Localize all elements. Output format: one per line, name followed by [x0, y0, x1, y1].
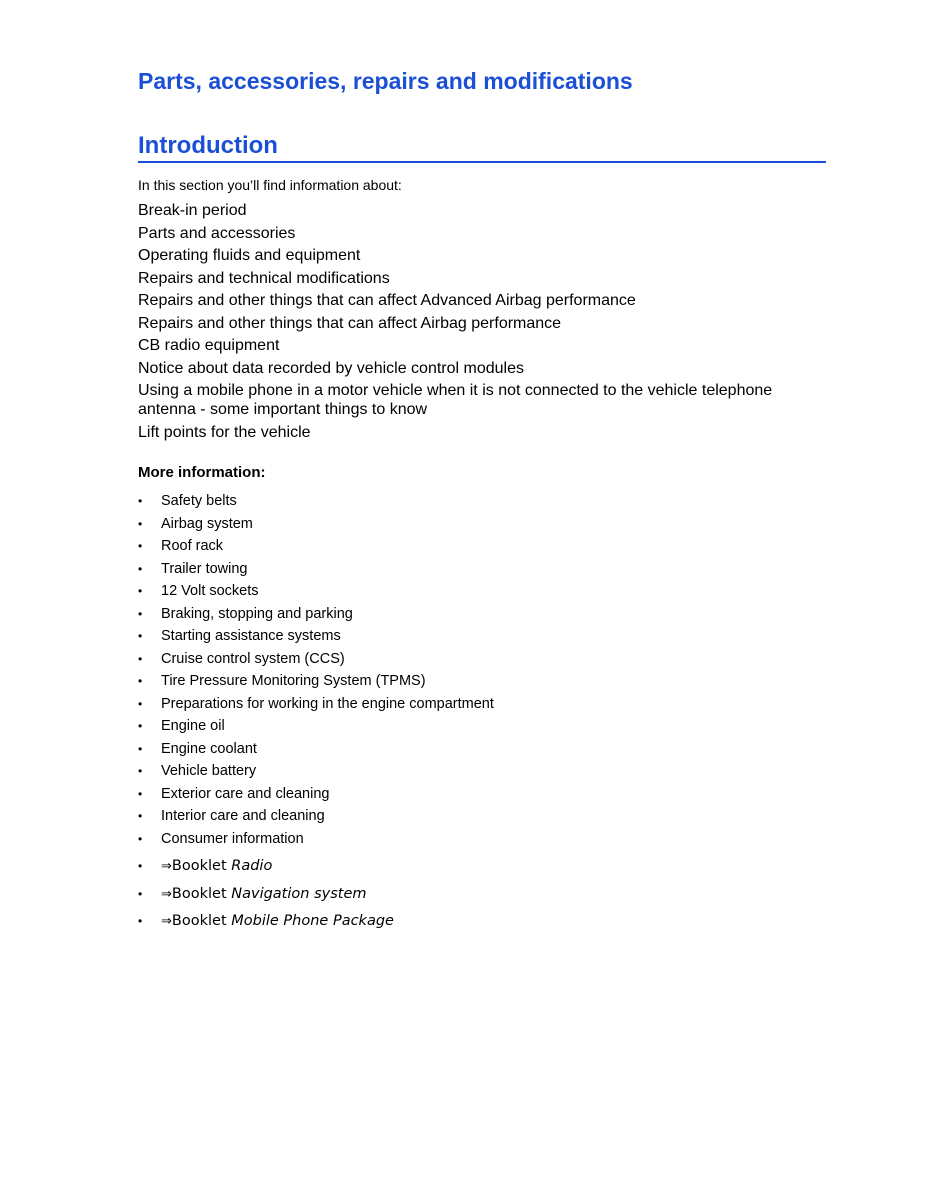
arrow-right-icon: ⇒: [161, 886, 172, 902]
list-item-label: Tire Pressure Monitoring System (TPMS): [161, 673, 426, 689]
list-item[interactable]: [138, 649, 826, 672]
booklet-prefix: Booklet: [171, 913, 227, 929]
topic-item[interactable]: Parts and accessories: [138, 224, 296, 242]
more-info-heading: More information:: [138, 464, 266, 481]
list-item[interactable]: [138, 739, 826, 762]
topic-list: [138, 201, 826, 445]
topic-item[interactable]: Operating fluids and equipment: [138, 247, 361, 264]
intro-text: In this section you’ll find information about:: [138, 177, 402, 193]
booklet-prefix: Booklet: [171, 885, 227, 902]
topic-item[interactable]: Lift points for the vehicle: [138, 423, 311, 441]
bullet-icon: •: [138, 886, 143, 901]
booklet-reference[interactable]: [138, 883, 826, 911]
list-item-label: Exterior care and cleaning: [161, 785, 330, 802]
booklet-list: [138, 855, 826, 938]
bullet-icon: •: [138, 809, 143, 823]
list-item-label: Interior care and cleaning: [161, 808, 325, 824]
list-item-label: Roof rack: [161, 538, 224, 554]
list-item[interactable]: [138, 604, 826, 627]
bullet-icon: •: [138, 831, 143, 846]
list-item-label: Preparations for working in the engine compartment: [161, 695, 494, 712]
list-item-label: Airbag system: [161, 515, 253, 532]
booklet-title: Navigation system: [231, 885, 367, 902]
bullet-icon: •: [138, 606, 143, 621]
bullet-icon: •: [138, 696, 143, 711]
list-item-label: Starting assistance systems: [161, 628, 341, 644]
arrow-right-icon: ⇒: [161, 914, 172, 929]
list-item-label: Safety belts: [161, 493, 237, 509]
bullet-icon: •: [138, 584, 143, 598]
list-item[interactable]: [138, 559, 826, 582]
topic-item[interactable]: Notice about data recorded by vehicle control modules: [138, 359, 524, 377]
booklet-title: Mobile Phone Package: [231, 913, 394, 929]
list-item-label: Engine oil: [161, 718, 225, 734]
list-item-label: Cruise control system (CCS): [161, 650, 345, 667]
list-item[interactable]: [138, 514, 826, 537]
bullet-icon: •: [138, 764, 143, 778]
topic-item[interactable]: Repairs and other things that can affect Airbag performance: [138, 314, 562, 332]
bullet-icon: •: [138, 629, 143, 643]
bullet-icon: •: [138, 651, 143, 666]
topic-item[interactable]: Repairs and technical modifications: [138, 269, 390, 287]
booklet-reference[interactable]: [138, 855, 826, 883]
booklet-reference[interactable]: [138, 910, 826, 938]
list-item[interactable]: [138, 694, 826, 717]
list-item[interactable]: [138, 806, 826, 829]
bullet-icon: •: [138, 539, 143, 553]
list-item-label: Consumer information: [161, 830, 304, 847]
bullet-icon: •: [138, 516, 143, 531]
bullet-icon: •: [138, 561, 143, 576]
section-title: Introduction: [138, 132, 826, 163]
bullet-icon: •: [138, 494, 143, 508]
topic-item[interactable]: Break-in period: [138, 202, 247, 219]
chapter-title: Parts, accessories, repairs and modifications: [138, 68, 633, 94]
topic-item[interactable]: Using a mobile phone in a motor vehicle when it is not connected to the vehicle telephone antenna - some important things to know: [138, 382, 773, 418]
list-item[interactable]: [138, 671, 826, 694]
list-item-label: Braking, stopping and parking: [161, 605, 353, 622]
more-info-list: [138, 491, 826, 851]
bullet-icon: •: [138, 719, 143, 733]
list-item-label: 12 Volt sockets: [161, 583, 259, 599]
topic-item[interactable]: Repairs and other things that can affect Advanced Airbag performance: [138, 292, 636, 309]
bullet-icon: •: [138, 674, 143, 688]
list-item-label: Vehicle battery: [161, 763, 257, 779]
list-item[interactable]: [138, 716, 826, 739]
bullet-icon: •: [138, 859, 143, 873]
list-item[interactable]: [138, 626, 826, 649]
list-item[interactable]: [138, 581, 826, 604]
list-item[interactable]: [138, 536, 826, 559]
bullet-icon: •: [138, 741, 143, 756]
list-item[interactable]: [138, 829, 826, 852]
list-item-label: Trailer towing: [161, 560, 248, 577]
booklet-title: Radio: [231, 858, 273, 874]
booklet-prefix: Booklet: [171, 858, 227, 874]
topic-item[interactable]: CB radio equipment: [138, 337, 280, 354]
bullet-icon: •: [138, 786, 143, 801]
bullet-icon: •: [138, 914, 143, 928]
list-item[interactable]: [138, 761, 826, 784]
list-item[interactable]: [138, 784, 826, 807]
list-item-label: Engine coolant: [161, 740, 257, 757]
arrow-right-icon: ⇒: [161, 859, 172, 874]
list-item[interactable]: [138, 491, 826, 514]
